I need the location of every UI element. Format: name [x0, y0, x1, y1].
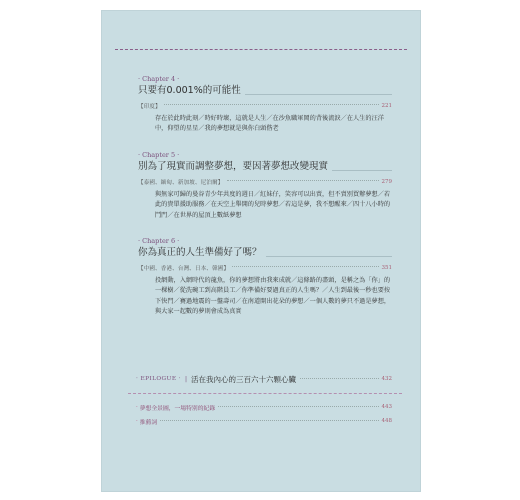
leader-dots	[300, 378, 379, 379]
leader-dots	[232, 266, 378, 267]
chapter-label: · Chapter 5 ·	[138, 151, 180, 159]
title-rule	[266, 256, 392, 257]
title-rule	[245, 94, 392, 95]
chapter-title-text: 別為了現實而調整夢想，要因著夢想改變現實	[138, 161, 329, 172]
page-number: 448	[381, 418, 392, 424]
chapter-region: 【泰國、緬甸、新加坡、尼泊爾】	[138, 179, 224, 186]
page-number: 221	[381, 102, 392, 109]
chapter-label: · Chapter 4 ·	[138, 75, 180, 83]
page-number: 443	[381, 404, 392, 410]
chapter-title	[138, 246, 392, 260]
leader-dots	[227, 180, 379, 181]
chapter-5-entry	[138, 151, 392, 221]
epilogue-entry	[136, 373, 392, 385]
chapter-title-text: 你為真正的人生準備好了嗎？	[138, 247, 262, 258]
bullet: ·	[136, 404, 138, 410]
chapter-title	[138, 84, 392, 98]
title-rule	[332, 170, 392, 171]
chapter-4-entry	[138, 75, 392, 135]
chapter-region-row	[138, 176, 392, 187]
chapter-region-row	[138, 262, 392, 273]
chapter-description: 與無家可歸的曼谷青少年共度的週日／紅妹仔，笑容可以出賣，但不賣別買辦夢想／若此的貴單援助服務／在天空上舉開的兒時夢想／若這是夢，我不想醒來／四十八小時的鬥門／在世界的屋頂上數紙夢想	[155, 191, 391, 219]
appendix-title: 夢想全景圖，一場特別的紀錄	[139, 405, 216, 412]
chapter-region: 【中國、香港、台灣、日本、韓國】	[138, 265, 230, 272]
chapter-6-entry	[138, 237, 392, 317]
epilogue-title: 活在我內心的三百六十六顆心臟	[190, 374, 296, 384]
chapter-description: 投網動，入網時代的龍魚，你的夢想將由我來成就／這條路的盡頭，是稱之為「你」的一棵樹／從洗碗工到高階員工／你準備好要過真正的人生嗎？／人生到最後一秒也要按下快門／賽過地震的一盤壽司／在南道開出花朵的夢想／一個人數的夢只不過是夢想，與大家一起數的夢則會成為真實	[155, 277, 391, 315]
toc-page	[102, 11, 420, 491]
epilogue-label: · EPILOGUE ·	[136, 376, 181, 382]
leader-dots	[160, 420, 378, 421]
appendix-title: 推薦詞	[139, 419, 158, 426]
appendix-entry	[136, 416, 392, 426]
chapter-region-row	[138, 100, 392, 111]
chapter-title	[138, 160, 392, 174]
chapter-description: 存在於此時此刻／時好時壞，這就是人生／在沙魚職軍岡的背後流淚／在人生的汪洋中，仰望的星星／我的夢想就是與你白頭偕老	[155, 115, 384, 133]
page-number: 351	[381, 264, 392, 271]
bullet: ·	[136, 418, 138, 424]
appendix-entry	[136, 402, 392, 412]
epilogue-separator: |	[184, 375, 187, 383]
chapter-label: · Chapter 6 ·	[138, 237, 180, 245]
epilogue-dashed-divider	[128, 393, 402, 394]
chapter-region: 【印度】	[138, 103, 161, 110]
page-number: 279	[381, 178, 392, 185]
chapter-title-text: 只要有0.001%的可能性	[138, 85, 241, 96]
leader-dots	[218, 406, 378, 407]
top-dashed-divider	[115, 49, 407, 50]
leader-dots	[164, 104, 379, 105]
page-number: 432	[381, 376, 392, 382]
